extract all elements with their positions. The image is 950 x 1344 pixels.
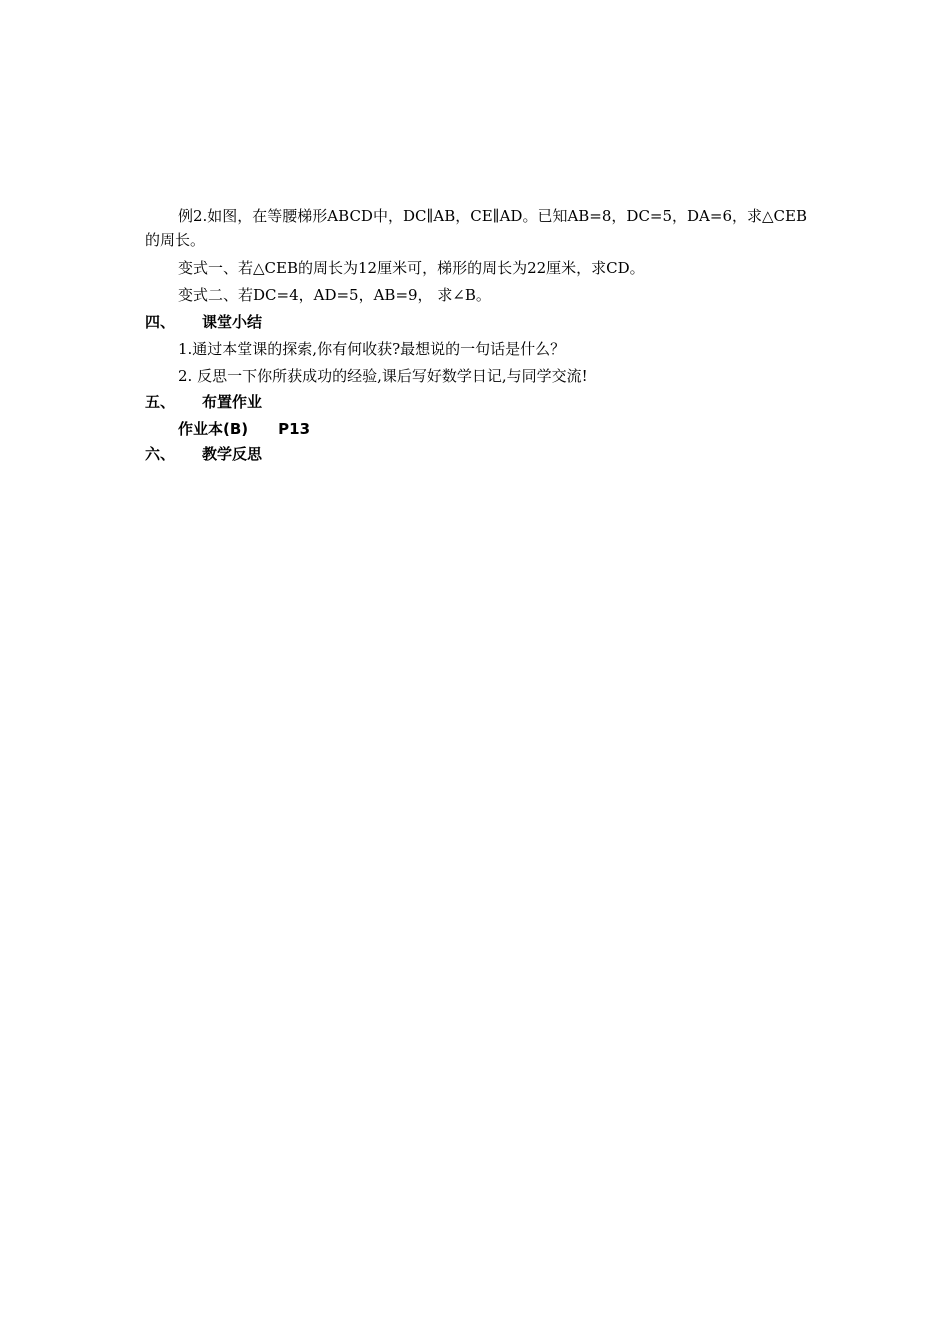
section-6-heading — [145, 444, 262, 464]
summary-item-1-text: 1.通过本堂课的探索,你有何收获?最想说的一句话是什么？ — [178, 340, 566, 358]
homework-book: 作业本(B) — [178, 420, 249, 438]
section-4-title: 课堂小结 — [202, 313, 263, 331]
section-5-title: 布置作业 — [202, 393, 263, 411]
variant-2-text: 变式二、若DC=4，AD=5，AB=9， 求∠B。 — [178, 286, 491, 304]
section-6-title: 教学反思 — [202, 445, 263, 463]
section-4-number: 四、 — [145, 313, 176, 331]
homework-line — [178, 419, 310, 439]
variant-1-text: 变式一、若△CEB的周长为12厘米可，梯形的周长为22厘米，求CD。 — [178, 259, 645, 277]
example-2-text-continued: 的周长。 — [145, 231, 206, 249]
variant-2 — [178, 285, 491, 305]
homework-page: P13 — [278, 420, 311, 438]
section-5-number: 五、 — [145, 393, 176, 411]
summary-item-2-text: 2. 反思一下你所获成功的经验,课后写好数学日记,与同学交流! — [178, 367, 588, 385]
summary-item-2 — [178, 366, 588, 386]
example-2-text: 例2.如图，在等腰梯形ABCD中，DC∥AB，CE∥AD。已知AB=8，DC=5，DA=6，求△CEB — [178, 207, 807, 225]
section-6-number: 六、 — [145, 445, 176, 463]
example-2-line-1 — [178, 206, 807, 226]
variant-1 — [178, 258, 645, 278]
example-2-line-2 — [145, 230, 205, 250]
summary-item-1 — [178, 339, 565, 359]
section-5-heading — [145, 392, 262, 412]
section-4-heading — [145, 312, 262, 332]
